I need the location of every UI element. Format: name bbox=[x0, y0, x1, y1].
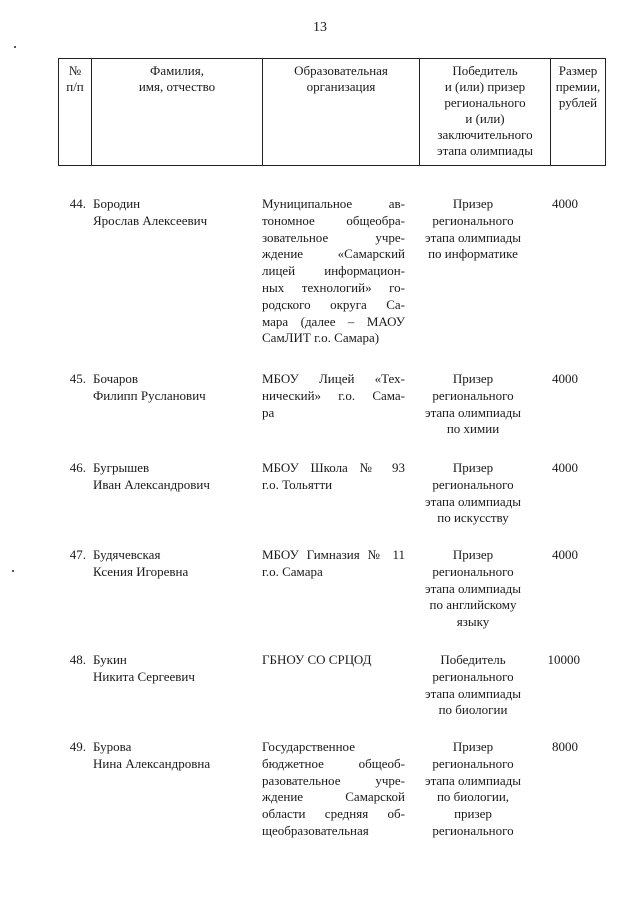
row-status: Призер регионального этапа олимпиады по искусству bbox=[424, 460, 522, 526]
row-organization bbox=[262, 196, 405, 347]
table-header bbox=[58, 58, 606, 166]
row-number: 46. bbox=[69, 460, 86, 475]
org-line: разовательное учре- bbox=[262, 772, 405, 788]
org-line: МБОУ Лицей «Тех- bbox=[262, 371, 405, 386]
row-organization bbox=[262, 460, 405, 494]
org-line: СамЛИТ г.о. Самара) bbox=[262, 330, 380, 346]
row-status: Призер регионального этапа олимпиады по английскому языку bbox=[424, 547, 522, 630]
org-line: МБОУ Школа № 93 bbox=[262, 460, 405, 475]
row-name: Бурова Нина Александровна bbox=[93, 739, 211, 771]
org-line: лицей информацион- bbox=[262, 263, 405, 279]
row-name: Бочаров Филипп Русланович bbox=[93, 371, 206, 403]
header-col-organization-text: Образовательная организация bbox=[294, 63, 388, 94]
scan-speck bbox=[12, 570, 14, 572]
org-line: тономное общеобра- bbox=[262, 212, 405, 228]
row-organization bbox=[262, 547, 405, 581]
scan-speck bbox=[14, 46, 16, 48]
header-col-organization bbox=[263, 59, 420, 166]
org-line: нический» г.о. Сама- bbox=[262, 387, 405, 403]
header-col-name-text: Фамилия, имя, отчество bbox=[138, 63, 216, 94]
row-number: 45. bbox=[69, 371, 86, 386]
org-line: мара (далее – МАОУ bbox=[262, 313, 405, 329]
row-status: Победитель регионального этапа олимпиады по биологии bbox=[424, 652, 522, 718]
org-line: ждение Самарской bbox=[262, 789, 405, 805]
header-col-number bbox=[59, 59, 92, 166]
row-name: Бородин Ярослав Алексеевич bbox=[93, 196, 208, 228]
row-status: Призер регионального этапа олимпиады по информатике bbox=[424, 196, 522, 262]
org-line: ГБНОУ СО СРЦОД bbox=[262, 652, 372, 667]
row-number: 48. bbox=[69, 652, 86, 667]
row-prize: 10000 bbox=[547, 652, 580, 667]
row-name: Будячевская Ксения Игоревна bbox=[93, 547, 189, 579]
row-number: 47. bbox=[69, 547, 86, 562]
org-line: родского округа Са- bbox=[262, 296, 405, 312]
header-col-name bbox=[92, 59, 263, 166]
row-prize: 4000 bbox=[552, 460, 578, 475]
header-col-status-text: Победитель и (или) призер регионального и (или) заключительного этапа олимпиады bbox=[436, 63, 534, 158]
org-line: бюджетное общеоб- bbox=[262, 755, 405, 771]
header-col-prize bbox=[551, 59, 606, 166]
org-line: щеобразовательная bbox=[262, 822, 369, 838]
org-line: Государственное bbox=[262, 739, 355, 754]
row-status: Призер регионального этапа олимпиады по химии bbox=[424, 371, 522, 437]
org-line: ных технологий» го- bbox=[262, 279, 405, 295]
org-line: МБОУ Гимназия № 11 bbox=[262, 547, 405, 562]
org-line: области средняя об- bbox=[262, 806, 405, 822]
row-organization bbox=[262, 652, 405, 669]
header-col-prize-text: Размер премии, рублей bbox=[555, 63, 601, 110]
row-number: 44. bbox=[69, 196, 86, 211]
header-col-status bbox=[420, 59, 551, 166]
org-line: ждение «Самарский bbox=[262, 246, 405, 262]
org-line: Муниципальное ав- bbox=[262, 196, 405, 211]
row-prize: 4000 bbox=[552, 196, 578, 211]
row-name: Букин Никита Сергеевич bbox=[93, 652, 195, 684]
header-col-number-text: № п/п bbox=[66, 63, 84, 94]
row-organization bbox=[262, 371, 405, 421]
row-organization bbox=[262, 739, 405, 840]
org-line: зовательное учре- bbox=[262, 229, 405, 245]
row-name: Бугрышев Иван Александрович bbox=[93, 460, 210, 492]
row-status: Призер регионального этапа олимпиады по биологии, призер регионального bbox=[424, 739, 522, 838]
org-line: г.о. Тольятти bbox=[262, 476, 333, 492]
row-prize: 4000 bbox=[552, 547, 578, 562]
org-line: ра bbox=[262, 404, 275, 420]
row-number: 49. bbox=[69, 739, 86, 754]
page-number: 13 bbox=[313, 20, 327, 35]
org-line: г.о. Самара bbox=[262, 563, 323, 579]
row-prize: 4000 bbox=[552, 371, 578, 386]
row-prize: 8000 bbox=[552, 739, 578, 754]
